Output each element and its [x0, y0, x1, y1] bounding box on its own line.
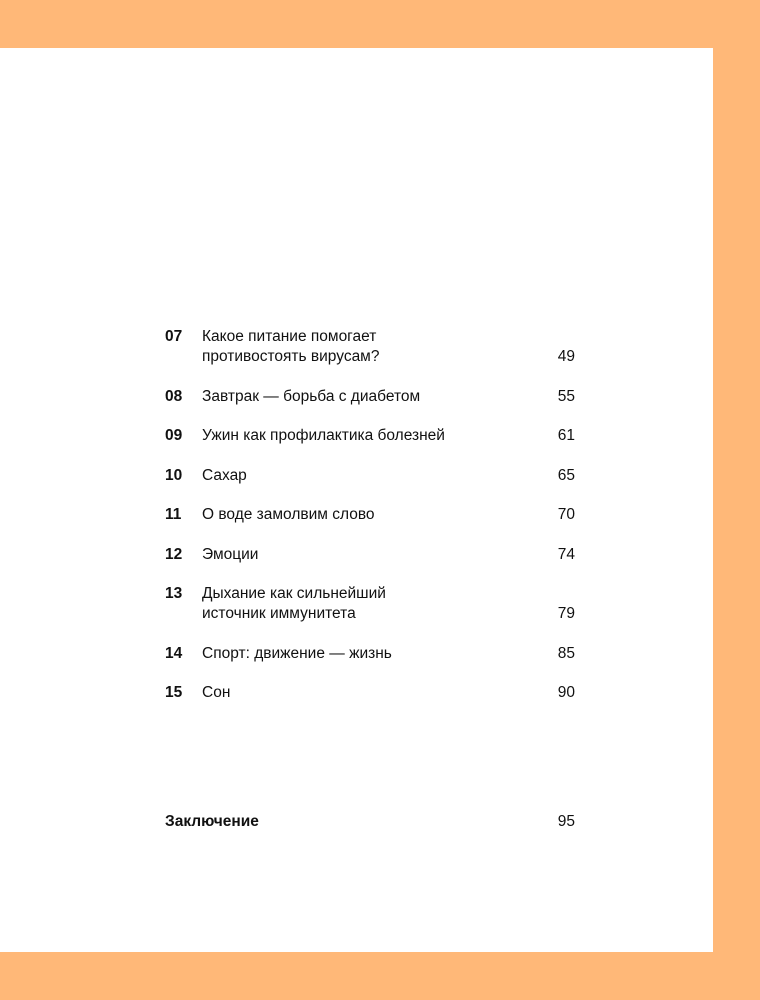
toc-entry-number: 08 — [165, 387, 183, 405]
toc-entry-title-line: Спорт: движение — жизнь — [202, 644, 392, 662]
conclusion-page: 95 — [557, 813, 575, 830]
toc-entry-page: 74 — [557, 545, 575, 563]
toc-entry-title — [202, 644, 502, 664]
toc-entry-10[interactable] — [165, 466, 575, 486]
toc-entry-number: 12 — [165, 545, 183, 563]
toc-entry-07[interactable] — [165, 327, 575, 367]
toc-entry-title — [202, 426, 502, 446]
toc-entry-title-line: Какое питание помогает — [202, 328, 377, 345]
toc-entry-title-line: Дыхание как сильнейший — [202, 585, 386, 602]
toc-entry-number: 14 — [165, 644, 183, 662]
toc-entry-title-line: Ужин как профилактика болезней — [202, 427, 445, 444]
table-of-contents — [165, 327, 575, 723]
toc-entry-page: 85 — [557, 644, 575, 662]
toc-entry-title — [202, 327, 502, 367]
toc-entry-page: 55 — [557, 387, 575, 405]
toc-entry-number: 10 — [165, 466, 183, 484]
toc-entry-number: 11 — [165, 506, 182, 523]
toc-entry-title-line: источник иммунитета — [202, 605, 356, 622]
toc-entry-title-line: О воде замолвим слово — [202, 506, 375, 523]
toc-entry-page: 79 — [557, 605, 575, 622]
toc-entry-09[interactable] — [165, 426, 575, 446]
toc-entry-conclusion[interactable] — [165, 812, 575, 832]
toc-entry-title — [202, 584, 502, 624]
toc-entry-title-line: Сон — [202, 684, 231, 701]
toc-entry-title — [202, 387, 502, 407]
toc-entry-page: 65 — [557, 466, 575, 484]
toc-entry-title-line: Сахар — [202, 466, 247, 484]
toc-entry-title — [202, 545, 502, 565]
toc-entry-number: 07 — [165, 328, 183, 345]
toc-entry-page: 61 — [557, 427, 575, 444]
conclusion-title: Заключение — [165, 813, 259, 830]
toc-entry-number: 13 — [165, 585, 183, 602]
toc-entry-page: 90 — [557, 684, 575, 701]
toc-entry-11[interactable] — [165, 505, 575, 525]
toc-entry-title — [202, 466, 502, 486]
toc-entry-title-line: противостоять вирусам? — [202, 348, 380, 365]
toc-entry-title-line: Эмоции — [202, 545, 259, 563]
toc-entry-14[interactable] — [165, 644, 575, 664]
toc-entry-number: 09 — [165, 427, 183, 444]
toc-entry-13[interactable] — [165, 584, 575, 624]
toc-entry-title-line: Завтрак — борьба с диабетом — [202, 387, 421, 405]
toc-entry-title — [202, 683, 502, 703]
toc-entry-12[interactable] — [165, 545, 575, 565]
toc-entry-page: 70 — [557, 506, 575, 523]
toc-entry-page: 49 — [557, 348, 575, 365]
toc-entry-08[interactable] — [165, 387, 575, 407]
toc-entry-title — [202, 505, 502, 525]
toc-entry-number: 15 — [165, 684, 183, 701]
toc-entry-15[interactable] — [165, 683, 575, 703]
